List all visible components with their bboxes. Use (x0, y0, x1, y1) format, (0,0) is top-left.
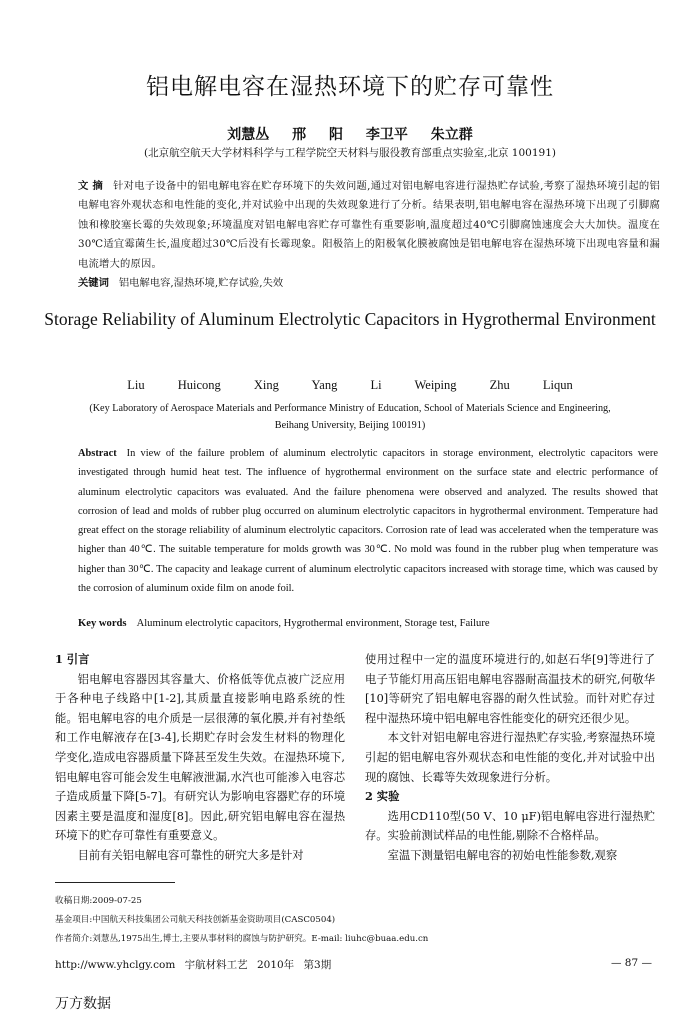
footnote-received: 收稿日期:2009-07-25 (55, 896, 142, 906)
english-affiliation-line1: (Key Laboratory of Aerospace Materials and Performance Ministry of Education, School of Materials Science and Engineering, (89, 403, 611, 414)
english-keywords-text: Aluminum electrolytic capacitors, Hygrothermal environment, Storage test, Failure (136, 618, 490, 629)
section-heading-intro: 1 引言 (55, 652, 90, 666)
english-keywords (78, 618, 658, 629)
english-abstract-label: Abstract (78, 448, 117, 459)
chinese-keywords (78, 274, 660, 289)
english-keywords-label: Key words (78, 618, 127, 629)
body-left-column (55, 650, 345, 866)
english-abstract (78, 444, 658, 598)
english-affiliation (0, 400, 700, 434)
watermark: 万方数据 (55, 996, 111, 1012)
chinese-title: 铝电解电容在湿热环境下的贮存可靠性 (146, 74, 554, 100)
body-paragraph: 本文针对铝电解电容进行湿热贮存实验,考察湿热环境引起的铝电解电容外观状态和电性能的变化,并对试验中出现的腐蚀、长霉等失效现象进行分析。 (365, 731, 655, 784)
footnote-fund: 基金项目:中国航天科技集团公司航天科技创新基金资助项目(CASC0504) (55, 915, 336, 925)
chinese-affiliation: (北京航空航天大学材料科学与工程学院空天材料与服役教育部重点实验室,北京 100191) (144, 147, 556, 159)
body-paragraph: 室温下测量铝电解电容的初始电性能参数,观察 (387, 848, 618, 862)
english-title: Storage Reliability of Aluminum Electrolytic Capacitors in Hygrothermal Environment (44, 309, 656, 329)
journal-footer: http://www.yhclgy.com 宇航材料工艺 2010年 第3期 (55, 959, 332, 971)
section-heading-experiment: 2 实验 (365, 789, 400, 804)
chinese-keywords-label: 关键词 (78, 277, 109, 289)
chinese-authors: 刘慧丛 邢 阳 李卫平 朱立群 (227, 127, 473, 143)
body-paragraph: 目前有关铝电解电容可靠性的研究大多是针对 (77, 848, 304, 862)
english-affiliation-line2: Beihang University, Beijing 100191) (274, 420, 426, 431)
page-number: — 87 — (610, 957, 652, 969)
body-paragraph: 使用过程中一定的温度环境进行的,如赵石华[9]等进行了电子节能灯用高压铝电解电容器耐高温技术的研究,何敬华[10]等研究了铝电解电容器的耐久性试验。而针对贮存过程中湿热环境中铝电解电容性能变化的研究还很少见。 (365, 653, 655, 725)
footnote-author-bio: 作者简介:刘慧丛,1975出生,博士,主要从事材料的腐蚀与防护研究。E-mail: liuhc@buaa.edu.cn (55, 934, 429, 944)
english-abstract-text: In view of the failure problem of aluminum electrolytic capacitors in storage environment, electrolytic capacitors were investigated through humid heat test. The influence of hygrothermal environment on the surface state and electric performance of aluminum electrolytic capacitors was evaluated. And the failure phenomena were observed and analyzed. The results showed that corrosion of lead and molds of rubber plug occurred on aluminum electrolytic capacitors in hygrothermal environment. Temperature had great effect on the storage reliability of aluminum electrolytic capacitors. Corrosion rate of lead was accelerated when the temperature was higher than 40℃. The suitable temperature for molds growth was 30℃. No mold was found in the rubber plug when temperature was higher than 30℃. The capacity and leakage current of aluminum electrolytic capacitors increased with storage time, which was caused by the corrosion of aluminum oxide film on anode foil. (78, 448, 658, 595)
footnote-divider (55, 882, 175, 883)
chinese-abstract-label: 文 摘 (78, 180, 104, 192)
chinese-abstract-text: 针对电子设备中的铝电解电容在贮存环境下的失效问题,通过对铝电解电容进行湿热贮存试验,考察了湿热环境引起的铝电解电容外观状态和电性能的变化,并对试验中出现的失效现象进行了分析。结果表明,铝电解电容在湿热环境下出现了引脚腐蚀和橡胶塞长霉的失效现象;环境温度对铝电解电容贮存可靠性有重要影响,温度超过40℃引脚腐蚀速度会大大加快。温度在30℃适宜霉菌生长,温度超过30℃后没有长霉现象。阳极箔上的阳极氧化膜被腐蚀是铝电解电容在湿热环境下出现电容量和漏电流增大的原因。 (78, 180, 661, 270)
chinese-keywords-text: 铝电解电容,湿热环境,贮存试验,失效 (118, 277, 284, 289)
body-paragraph: 选用CD110型(50 V、10 μF)铝电解电容进行湿热贮存。实验前测试样品的电性能,剔除不合格样品。 (365, 809, 655, 843)
body-paragraph: 铝电解电容器因其容量大、价格低等优点被广泛应用于各种电子线路中[1-2],其质量直接影响电路系统的性能。铝电解电容的电介质是一层很薄的氧化膜,并有衬垫纸和工作电解液存在[3-4],长期贮存时会发生材料的物理化学变化,造成电容器质量下降甚至发生失效。在湿热环境下,铝电解电容可能会发生电解液泄漏,水汽也可能渗入电容芯子造成质量下降[5-7]。有研究认为影响电容器贮存的环境因素主要是温度和湿度[8]。因此,研究铝电解电容在湿热环境下的贮存可靠性有重要意义。 (55, 672, 345, 843)
body-right-column (365, 650, 655, 866)
chinese-abstract (78, 177, 660, 274)
english-authors: Liu Huicong Xing Yang Li Weiping Zhu Liqun (127, 378, 573, 392)
